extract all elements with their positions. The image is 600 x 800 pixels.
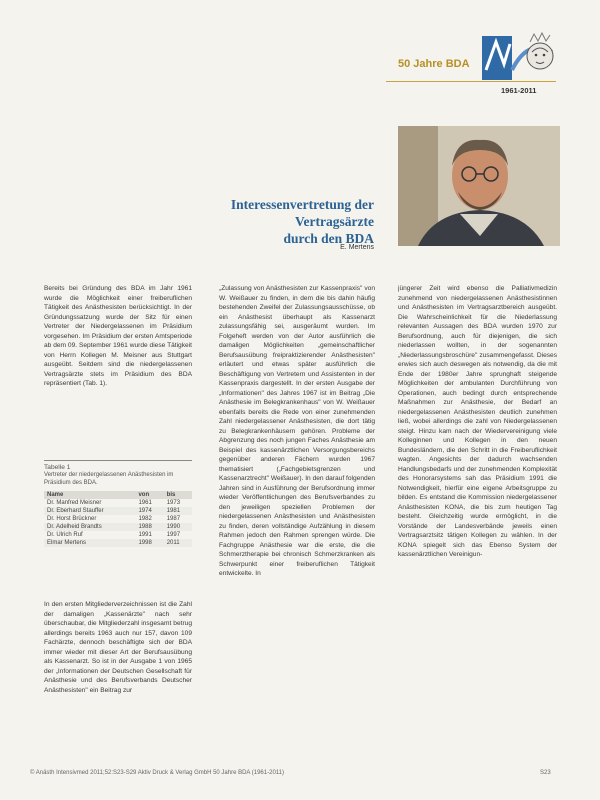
- section-title: 50 Jahre BDA: [398, 58, 470, 70]
- table-cell: 1973: [166, 500, 181, 506]
- table-cell: Elmar Mertens: [44, 539, 135, 547]
- paragraph: jüngerer Zeit wird ebenso die Palliativmedizin zunehmend von niedergelassenen Anästhesistinnen und Anästhesisten im Vertragsarztbereich ausgeübt. Die Wahrscheinlichkeit für die Niederlassung relevanten Aussagen des BDA wurden 1970 zur Berufsordnung, auch für diejenigen, die sich niederlassen wollten, in der sogenannten „Niederlassungsbroschüre" zusammengefasst. Dieses erwies sich auch deswegen als notwendig, da die mit Ende der 1980er Jahre sprunghaft steigende Möglichkeiten der ambulanten Durchführung von Operationen, auch bedingt durch entsprechende Maßnahmen zur Anästhesie, der Bedarf an niedergelassenen Anästhesisten deutlich zunehmen ließ, wobei allerdings die zahl von Niedergelassenen steigt. Hinzu kam nach der Wiedervereinigung viele Kolleginnen und Kollegen in den neuen Bundesländern, die den Schritt in die Freiberuflichkeit wagten. Angesichts der dadurch wachsenden Handlungsbedarfs und der zunehmenden Komplexität des Honorarsystems sah das Präsidium 1991 die Notwendigkeit, hierfür eine eigene Arbeitsgruppe zu bilden. Es entstand die Kommission niedergelassener Anästhesisten KONA, die bis zum heutigen Tag besteht. Gleichzeitig wurde ermöglicht, in die Vorstände der Landesverbände jeweils einen Vertragsarztsitz tätigen Kollegen zu wählen. In der KONA spiegelt sich das Ebenso System der kassenärztlichen Vereinigun-: [398, 285, 557, 558]
- table-row: [44, 499, 192, 507]
- table-cell: 1998: [135, 539, 163, 547]
- table-cell: Dr. Manfred Meisner: [47, 500, 102, 506]
- page-number: S23: [540, 770, 551, 776]
- author-photo: [398, 126, 560, 246]
- table-1: [44, 460, 192, 581]
- table-cell: Dr. Ulrich Ruf: [47, 532, 83, 538]
- table-row: [44, 515, 192, 523]
- table-cell: 1988: [135, 523, 163, 531]
- article-title-line2: durch den BDA: [283, 231, 374, 246]
- paragraph: In den ersten Mitgliederverzeichnissen ist die Zahl der damaligen „Kassenärzte" nach sehr überschaubar, die Mitgliederzahl insgesamt betrug allerdings bereits 1963 auch nur 157, davon 109 Fachärzte, dennoch beschäftigte sich der BDA immer wieder mit dieser Art der Berufsausübung als Kassenarzt. So ist in der Ausgabe 1 von 1965 der „Informationen der Deutschen Gesellschaft für Anästhesie und des Berufsverbands Deutscher Anästhesisten" ein Beitrag zur: [44, 601, 192, 694]
- table-header-cell: von: [135, 491, 163, 499]
- bda-anniversary-logo: [482, 30, 564, 90]
- table-cell: 1990: [164, 523, 192, 531]
- table-header-row: [44, 491, 192, 499]
- article-title-line1: Interessenvertretung der Vertragsärzte: [230, 197, 374, 229]
- table-cell: 1981: [164, 507, 192, 515]
- table-cell: 1997: [166, 532, 181, 538]
- table-header-cell: bis: [164, 491, 192, 499]
- table-cell: 1982: [138, 516, 152, 522]
- logo-years: 1961-2011: [501, 86, 537, 95]
- paragraph: „Zulassung von Anästhesisten zur Kassenpraxis" von W. Weißauer zu finden, in dem die bis dahin häufig bestehenden Zweifel der Zulassungsausschüsse, ob ein Anästhesist überhaupt als Kassenarzt zulassungsfähig sei, ausgeräumt wurden. Im Folgeheft werden von der Autor ausführlich die damaligen Möglichkeiten „gemeinschaftlicher Berufsausübung freipraktizierender Anästhesisten" erläutert und etwas später ausführlich die Beschäftigung von Vertretern und Assistenten in der Kassenpraxis dargestellt. In der ersten Ausgabe der „Informationen" des Jahres 1967 ist im Beitrag „Die Anästhesie im Belegkrankenhaus" von W. Weißauer ebenfalls bereits die Rede von einer zunehmenden Zahl niedergelassener Anästhesisten, die dort tätig zu Belegkrankenhäusern gehören. Probleme der Abgrenzung des noch jungen Faches Anästhesie am Beispiel des kassenärztlichen Versorgungsbereichs gegenüber anderen Fächern wurden 1967 thematisiert („Fachgebietsgrenzen und Kassenarztrecht" Weißauer). In den darauf folgenden Jahren sind in Ausführung der Berufsordnung immer wieder Veröffentlichungen des Berufsverbandes zu den jeweiligen speziellen Problemen der niedergelassenen Anästhesisten und Anästhesisten zu finden, deren vollständige Aufzählung in diesem Rahmen jedoch den Rahmen sprengen würde. Die Fachgruppe Anästhesie war die erste, die die Schmerztherapie bei chronisch Schmerzkranken als Schwerpunkt einer freiberuflichen Tätigkeit entwickelte. In: [219, 285, 375, 577]
- column-1-bottom: [44, 600, 192, 770]
- table-label: Tabelle 1: [44, 464, 71, 471]
- table-cell: 1991: [138, 532, 152, 538]
- column-2: [219, 284, 375, 770]
- article-title: [160, 196, 374, 247]
- column-3: [398, 284, 557, 770]
- table-cell: 1987: [166, 516, 181, 522]
- table-row: [44, 523, 192, 531]
- author-name: E. Mertens: [340, 244, 374, 251]
- page-footer: © Anästh Intensivmed 2011;52:S23-S29 Aktiv Druck & Verlag GmbH 50 Jahre BDA (1961-2011): [30, 770, 285, 776]
- table-grid: [44, 491, 192, 547]
- table-header-cell: Name: [44, 491, 135, 499]
- table-row: [44, 531, 192, 539]
- table-cell: Dr. Adelheid Brandts: [44, 523, 135, 531]
- table-cell: Dr. Horst Brückner: [47, 516, 97, 522]
- table-row: [44, 507, 192, 515]
- table-cell: 1974: [135, 507, 163, 515]
- table-row: [44, 539, 192, 547]
- table-cell: Dr. Eberhard Stauffer: [44, 507, 135, 515]
- table-cell: 1961: [138, 500, 152, 506]
- paragraph: Bereits bei Gründung des BDA im Jahr 1961 wurde die Möglichkeit einer freiberuflichen Tätigkeit des Anästhesisten berücksichtigt. In der Gründungssatzung wurde der Sitz für einen Vertreter der Niedergelassenen im Präsidium vorgesehen. Im Präsidium der ersten Amtsperiode ab dem 09. September 1961 wurde diese Tätigkeit von Herrn Kollegen M. Meisner aus Stuttgart ausgeübt. Seitdem sind die niedergelassenen Vertragsärzte stets im Präsidium des BDA repräsentiert (Tab. 1).: [44, 285, 192, 387]
- column-1-top: [44, 284, 192, 446]
- table-caption: Vertreter der niedergelassenen Anästhesisten im Präsidium des BDA.: [44, 472, 174, 486]
- table-cell: 2011: [164, 539, 192, 547]
